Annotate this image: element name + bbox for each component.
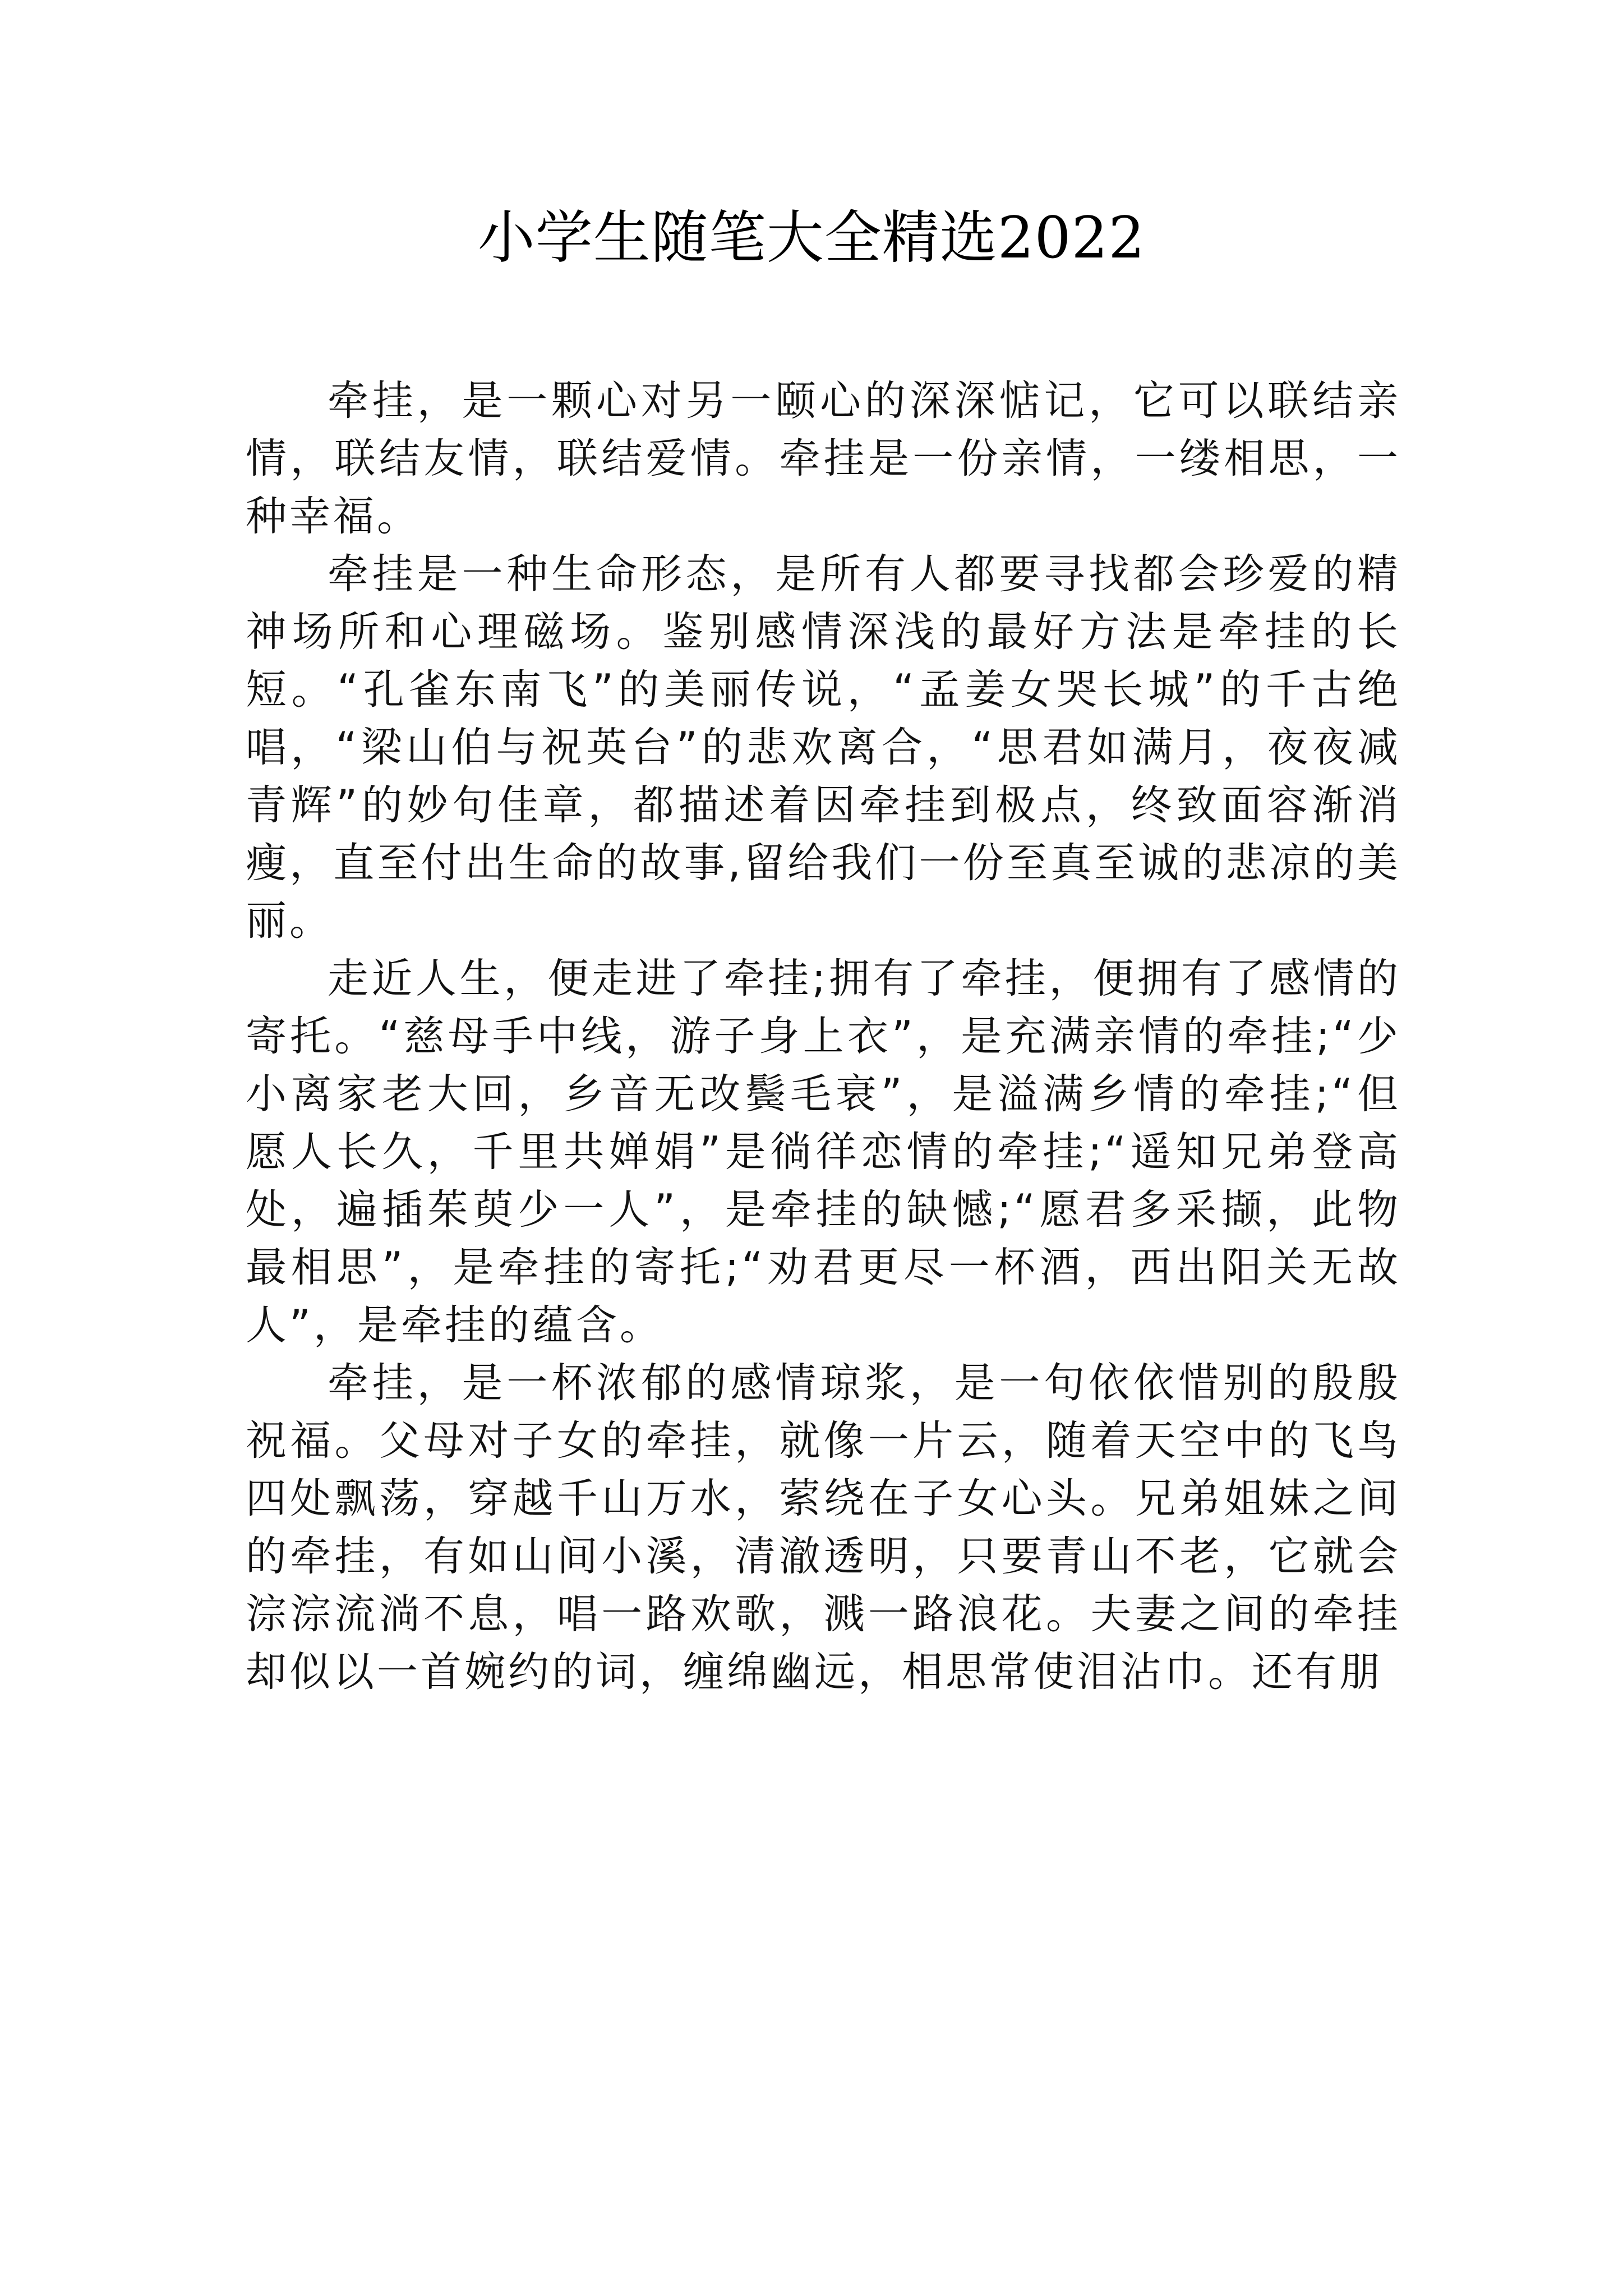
paragraph: 牵挂是一种生命形态，是所有人都要寻找都会珍爱的精神场所和心理磁场。鉴别感情深浅的最好方法是牵挂的长短。“孔雀东南飞”的美丽传说，“孟姜女哭长城”的千古绝唱，“梁山伯与祝英台”的悲欢离合，“思君如满月，夜夜减青辉”的妙句佳章，都描述着因牵挂到极点，终致面容渐消瘦，直至付出生命的故事,留给我们一份至真至诚的悲凉的美丽。 <box>246 550 1401 945</box>
paragraph: 走近人生，便走进了牵挂;拥有了牵挂，便拥有了感情的寄托。“慈母手中线，游子身上衣”，是充满亲情的牵挂;“少小离家老大回，乡音无改鬓毛衰”，是溢满乡情的牵挂;“但愿人长久，千里共婵娟”是徜徉恋情的牵挂;“遥知兄弟登高处，遍插茱萸少一人”，是牵挂的缺憾;“愿君多采撷，此物最相思”，是牵挂的寄托;“劝君更尽一杯酒，西出阳关无故人”，是牵挂的蕴含。 <box>246 955 1401 1349</box>
paragraph: 牵挂，是一颗心对另一颐心的深深惦记，它可以联结亲情，联结友情，联结爱情。牵挂是一份亲情，一缕相思，一种幸福。 <box>246 377 1401 540</box>
document-body <box>246 372 1401 1701</box>
paragraph: 牵挂，是一杯浓郁的感情琼浆，是一句依依惜别的殷殷祝福。父母对子女的牵挂，就像一片云，随着天空中的飞鸟四处飘荡，穿越千山万水，萦绕在子女心头。兄弟姐妹之间的牵挂，有如山间小溪，清澈透明，只要青山不老，它就会淙淙流淌不息，唱一路欢歌，溅一路浪花。夫妻之间的牵挂却似以一首婉约的词，缠绵幽远，相思常使泪沾巾。还有朋 <box>246 1359 1401 1696</box>
document-title: 小学生随笔大全精选2022 <box>477 205 1146 272</box>
